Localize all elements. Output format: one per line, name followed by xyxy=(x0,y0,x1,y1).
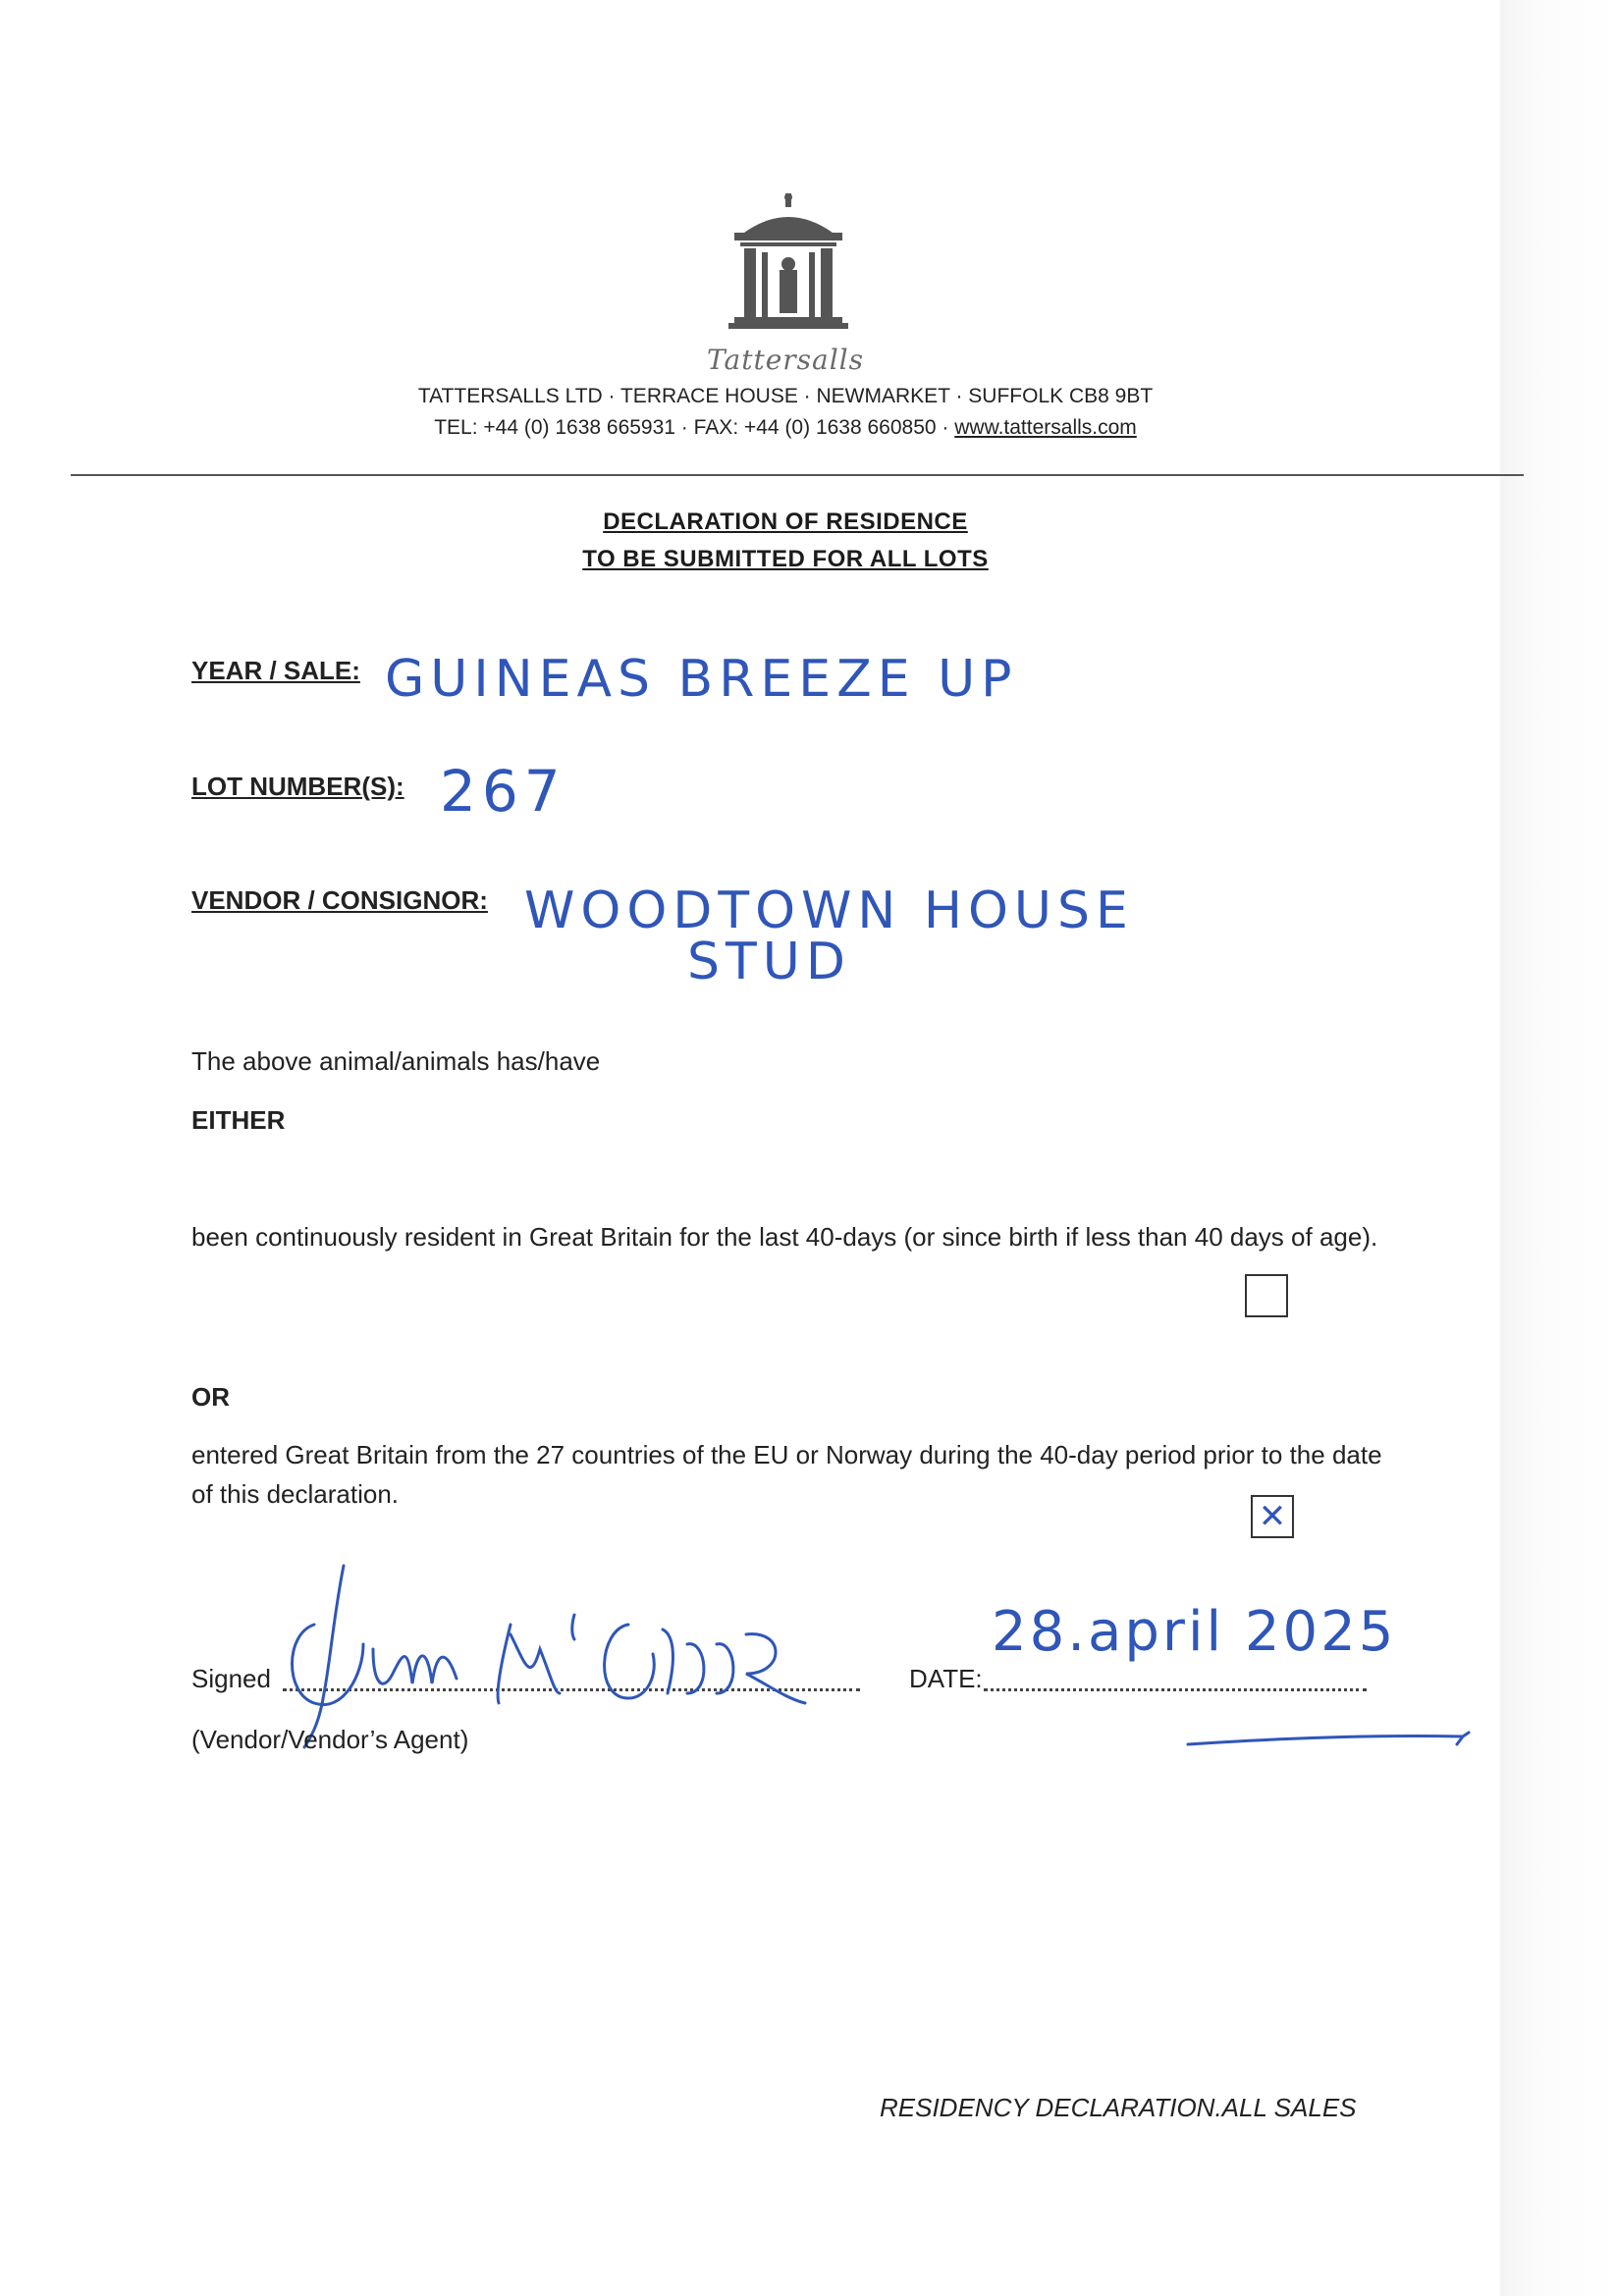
date-value[interactable]: 28.april 2025 xyxy=(992,1600,1397,1664)
lot-number-value[interactable]: 267 xyxy=(440,758,566,825)
tattersalls-logo-icon xyxy=(705,191,872,348)
signer-role: (Vendor/Vendor’s Agent) xyxy=(191,1725,469,1754)
or-label: OR xyxy=(191,1382,230,1412)
date-underline-stroke xyxy=(1178,1723,1482,1752)
vendor-value-line1[interactable]: WOODTOWN HOUSE xyxy=(524,881,1134,940)
date-line xyxy=(984,1688,1367,1691)
form-title: DECLARATION OF RESIDENCE xyxy=(603,508,968,535)
company-contact xyxy=(0,416,1571,440)
vendor-value-line2[interactable]: STUD xyxy=(687,933,851,991)
lot-number-label: LOT NUMBER(S): xyxy=(191,772,404,801)
option1-text: been continuously resident in Great Britain for the last 40-days (or since birth if less than 40 days of age). xyxy=(191,1222,1378,1252)
form-subtitle: TO BE SUBMITTED FOR ALL LOTS xyxy=(582,546,989,572)
intro-text: The above animal/animals has/have xyxy=(191,1046,601,1076)
contact-numbers: TEL: +44 (0) 1638 665931 · FAX: +44 (0) 1638 660850 · xyxy=(434,416,955,439)
year-sale-label: YEAR / SALE: xyxy=(191,656,360,685)
brand-wordmark: Tattersalls xyxy=(707,344,864,376)
date-label: DATE: xyxy=(909,1664,983,1693)
vendor-label: VENDOR / CONSIGNOR: xyxy=(191,885,488,915)
signed-label: Signed xyxy=(191,1664,271,1693)
website-link[interactable]: www.tattersalls.com xyxy=(954,416,1137,439)
form-footer: RESIDENCY DECLARATION.ALL SALES xyxy=(880,2093,1357,2122)
year-sale-value[interactable]: GUINEAS BREEZE UP xyxy=(385,650,1018,709)
company-address: TATTERSALLS LTD · TERRACE HOUSE · NEWMARKET · SUFFOLK CB8 9BT xyxy=(417,385,1154,407)
either-label: EITHER xyxy=(191,1105,286,1135)
header-divider xyxy=(71,474,1524,476)
option2-text: entered Great Britain from the 27 countries of the EU or Norway during the 40-day period prior to the date of this declaration. xyxy=(191,1440,1382,1509)
option2-checkbox[interactable] xyxy=(1251,1495,1294,1538)
check-mark-icon: ✕ xyxy=(1258,1497,1287,1536)
option1-checkbox[interactable] xyxy=(1245,1274,1288,1317)
